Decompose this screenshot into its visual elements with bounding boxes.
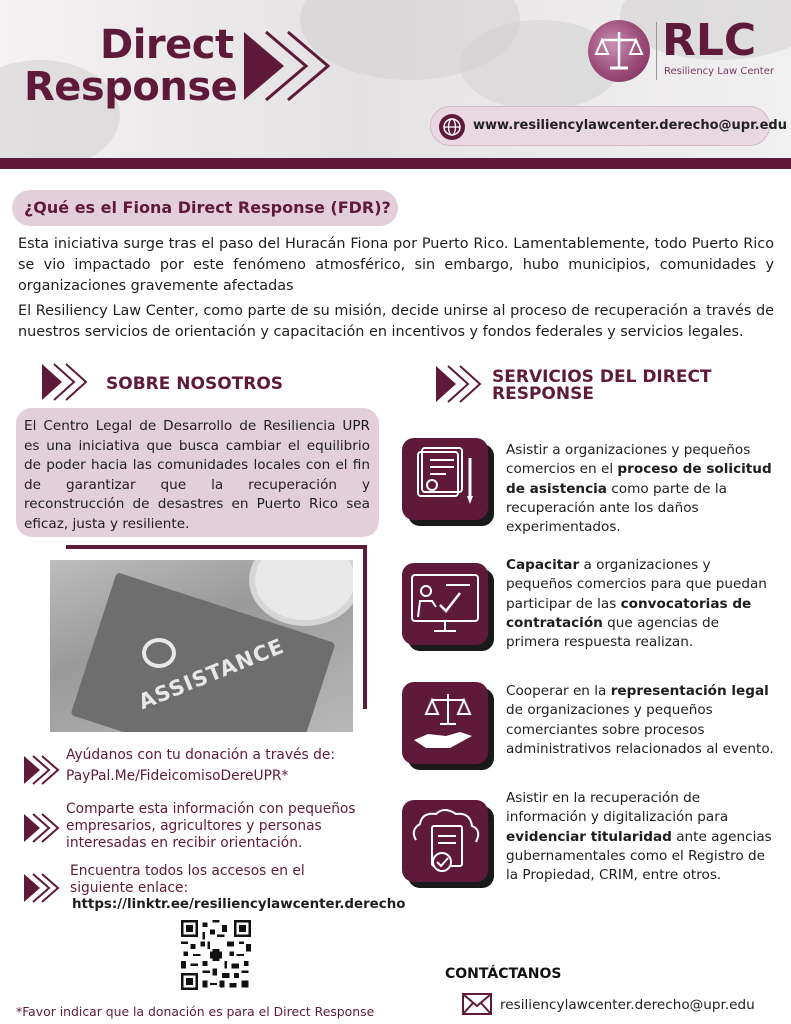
rlc-subtitle: Resiliency Law Center: [664, 66, 774, 77]
website-pill[interactable]: [430, 106, 787, 146]
service-3-text: Cooperar en la representación legal de organizaciones y pequeños comerciantes sobre procesos administrativos relacionados al evento.: [506, 683, 774, 757]
contact-title: CONTÁCTANOS: [445, 966, 562, 982]
question-pill: [12, 190, 398, 226]
brand-line-response: Response: [24, 64, 238, 110]
linktree-link[interactable]: https://linktr.ee/resiliencylawcenter.derecho: [72, 897, 406, 912]
rlc-logo: [588, 15, 778, 84]
about-box: [16, 408, 379, 537]
intro-paragraph-1: Esta iniciativa surge tras el paso del Huracán Fiona por Puerto Rico. Lamentablemente, todo Puerto Rico se vio impactado por este fenómeno atmosférico, sin embargo, hubo municipios, comunidades y organizaciones gravemente afectadas: [18, 236, 774, 294]
header-banner: [0, 0, 791, 160]
document-form-icon: [402, 438, 494, 526]
about-text: El Centro Legal de Desarrollo de Resiliencia UPR es una iniciativa que busca cambiar el equilibrio de poder hacia las comunidades locales con el fin de garantizar que la recuperación y reconstrucción de desastres en Puerto Rico sea eficaz, justa y resiliente.: [24, 418, 370, 532]
brand-line-direct: Direct: [100, 22, 234, 68]
assistance-photo: [50, 560, 353, 732]
scale-seal-icon: [588, 20, 650, 82]
cloud-document-check-icon: [402, 800, 494, 888]
donate-text: Ayúdanos con tu donación a través de:: [66, 747, 335, 763]
share-text: Comparte esta información con pequeños empresarios, agricultores y personas interesadas en recibir orientación.: [66, 801, 356, 851]
triple-chevron-icon: [24, 754, 60, 786]
qr-code[interactable]: [180, 920, 252, 990]
service-4-text: Asistir en la recuperación de información y digitalización para evidenciar titularidad ante agencias gubernamentales como el Registro de la Propiedad, CRIM, entre otros.: [506, 790, 772, 884]
services-title-line2: RESPONSE: [492, 384, 594, 404]
triple-chevron-icon: [24, 812, 60, 844]
envelope-icon: [462, 993, 492, 1015]
photo-caption: ASSISTANCE: [135, 633, 288, 715]
logo-divider: [656, 22, 657, 80]
triple-chevron-icon: [24, 872, 60, 904]
coffee-cup: [255, 560, 353, 620]
intro-paragraph-2: El Resiliency Law Center, como parte de su misión, decide unirse al proceso de recuperación a través de nuestros servicios de orientación y capacitación en incentivos y fondos federales y servicios legales.: [18, 303, 774, 340]
paypal-link[interactable]: PayPal.Me/FideicomisoDereUPR*: [66, 768, 289, 784]
triple-chevron-icon: [436, 364, 486, 404]
contact-email[interactable]: resiliencylawcenter.derecho@upr.edu: [500, 997, 755, 1013]
direct-response-logo: [24, 24, 344, 114]
triple-chevron-icon: [244, 28, 354, 104]
services-title-line1: SERVICIOS DEL DIRECT: [492, 367, 712, 387]
question-heading: ¿Qué es el Fiona Direct Response (FDR)?: [24, 198, 391, 217]
service-2-text: Capacitar a organizaciones y pequeños comercios para que puedan participar de las convocatorias de contratación que agencias de primera respuesta realizan.: [506, 557, 767, 651]
header-band: [0, 158, 791, 169]
triple-chevron-icon: [42, 362, 92, 402]
rlc-title: RLC: [662, 15, 757, 66]
globe-icon: [439, 114, 465, 140]
donation-footnote: *Favor indicar que la donación es para el Direct Response: [16, 1004, 375, 1019]
training-presentation-icon: [402, 563, 494, 651]
about-title: SOBRE NOSOTROS: [106, 374, 284, 394]
service-1-text: Asistir a organizaciones y pequeños comercios en el proceso de solicitud de asistencia como parte de la recuperación ante los daños experimentados.: [506, 442, 772, 536]
website-link[interactable]: www.resiliencylawcenter.derecho@upr.edu: [473, 118, 787, 133]
headset-icon: [142, 638, 176, 668]
find-text: Encuentra todos los accesos en el siguiente enlace:: [70, 863, 305, 896]
justice-scale-hand-icon: [402, 682, 494, 770]
